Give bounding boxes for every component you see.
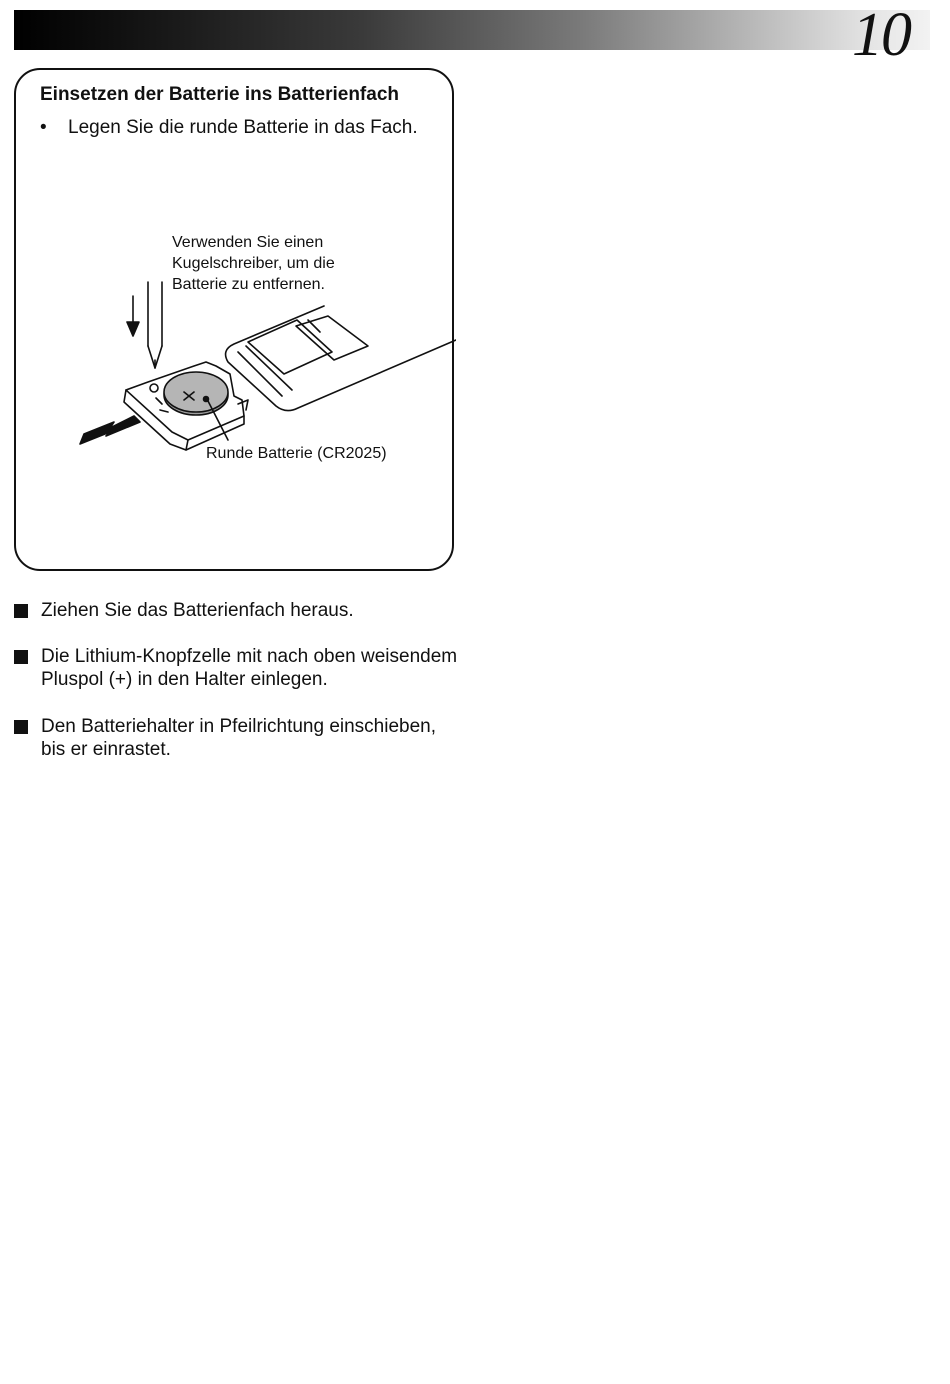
instruction-box <box>14 68 454 571</box>
step-text: Ziehen Sie das Batterienfach heraus. <box>41 600 354 621</box>
coin-battery-icon <box>164 372 228 415</box>
pen-icon <box>148 282 162 368</box>
box-title: Einsetzen der Batterie ins Batterienfach <box>40 84 399 105</box>
battery-insertion-illustration <box>16 70 456 573</box>
step-item <box>14 715 464 761</box>
header-gradient-bar <box>14 1 930 69</box>
bullet-dot: • <box>40 117 47 138</box>
step-item <box>14 599 464 622</box>
page-number: 10 <box>852 1 910 69</box>
pull-out-arrow-icon <box>80 416 140 444</box>
square-bullet-icon <box>14 650 28 664</box>
step-text: Die Lithium-Knopfzelle mit nach oben weisendem Pluspol (+) in den Halter einlegen. <box>41 646 458 690</box>
bullet-text: Legen Sie die runde Batterie in das Fach. <box>68 117 418 138</box>
square-bullet-icon <box>14 720 28 734</box>
square-bullet-icon <box>14 604 28 618</box>
remote-control-icon <box>226 306 456 411</box>
battery-label: Runde Batterie (CR2025) <box>206 445 387 462</box>
step-text: Den Batteriehalter in Pfeilrichtung einschieben, bis er einrastet. <box>41 716 437 760</box>
step-item <box>14 645 464 691</box>
down-arrow-icon <box>127 296 139 336</box>
pen-label: Verwenden Sie einen Kugelschreiber, um die Batterie zu entfernen. <box>172 234 335 293</box>
